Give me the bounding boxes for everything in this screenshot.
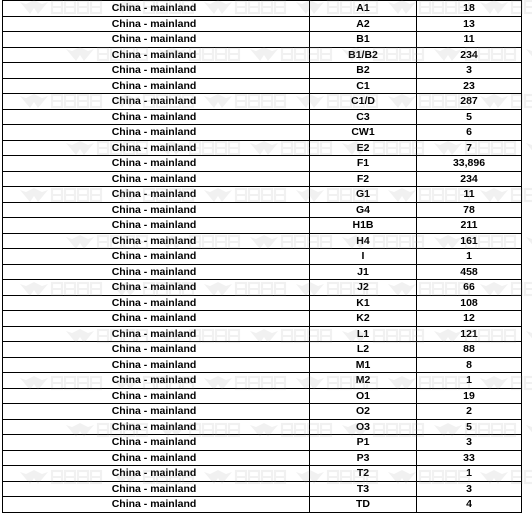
- table-row: [3, 32, 522, 48]
- visa-category-cell: L2: [310, 342, 417, 358]
- table-row: [3, 388, 522, 404]
- country-cell: China - mainland: [3, 497, 310, 513]
- issued-count-cell: 11: [417, 187, 522, 203]
- watermark-logo-icon: [524, 325, 532, 347]
- visa-category-cell: B2: [310, 63, 417, 79]
- visa-category-cell: P1: [310, 435, 417, 451]
- table-row: [3, 202, 522, 218]
- issued-count-cell: 66: [417, 280, 522, 296]
- watermark-logo-icon: [524, 419, 532, 441]
- country-cell: China - mainland: [3, 171, 310, 187]
- table-row: [3, 466, 522, 482]
- table-row: [3, 357, 522, 373]
- table-body: [3, 1, 522, 513]
- visa-category-cell: B1/B2: [310, 47, 417, 63]
- watermark-logo-icon: [524, 231, 532, 253]
- issued-count-cell: 78: [417, 202, 522, 218]
- country-cell: China - mainland: [3, 156, 310, 172]
- country-cell: China - mainland: [3, 233, 310, 249]
- visa-category-cell: B1: [310, 32, 417, 48]
- issued-count-cell: 88: [417, 342, 522, 358]
- country-cell: China - mainland: [3, 1, 310, 17]
- visa-category-cell: A2: [310, 16, 417, 32]
- visa-category-cell: H4: [310, 233, 417, 249]
- table-row: [3, 125, 522, 141]
- visa-category-cell: A1: [310, 1, 417, 17]
- issued-count-cell: 3: [417, 63, 522, 79]
- table-row: [3, 156, 522, 172]
- issued-count-cell: 3: [417, 435, 522, 451]
- country-cell: China - mainland: [3, 187, 310, 203]
- table-row: [3, 264, 522, 280]
- table-row: [3, 94, 522, 110]
- country-cell: China - mainland: [3, 32, 310, 48]
- visa-category-cell: C3: [310, 109, 417, 125]
- issued-count-cell: 11: [417, 32, 522, 48]
- country-cell: China - mainland: [3, 435, 310, 451]
- table-row: [3, 280, 522, 296]
- visa-category-cell: O1: [310, 388, 417, 404]
- visa-category-cell: H1B: [310, 218, 417, 234]
- country-cell: China - mainland: [3, 326, 310, 342]
- visa-category-cell: G4: [310, 202, 417, 218]
- issued-count-cell: 6: [417, 125, 522, 141]
- country-cell: China - mainland: [3, 249, 310, 265]
- visa-category-cell: I: [310, 249, 417, 265]
- issued-count-cell: 121: [417, 326, 522, 342]
- issued-count-cell: 5: [417, 419, 522, 435]
- visa-category-cell: K1: [310, 295, 417, 311]
- table-row: [3, 326, 522, 342]
- country-cell: China - mainland: [3, 419, 310, 435]
- country-cell: China - mainland: [3, 202, 310, 218]
- table-row: [3, 450, 522, 466]
- table-row: [3, 171, 522, 187]
- issued-count-cell: 8: [417, 357, 522, 373]
- country-cell: China - mainland: [3, 78, 310, 94]
- country-cell: China - mainland: [3, 280, 310, 296]
- issued-count-cell: 1: [417, 466, 522, 482]
- country-cell: China - mainland: [3, 140, 310, 156]
- table-row: [3, 481, 522, 497]
- table-row: [3, 109, 522, 125]
- issued-count-cell: 5: [417, 109, 522, 125]
- watermark-logo-icon: [524, 137, 532, 159]
- country-cell: China - mainland: [3, 388, 310, 404]
- table-row: [3, 187, 522, 203]
- country-cell: China - mainland: [3, 481, 310, 497]
- visa-category-cell: M1: [310, 357, 417, 373]
- issued-count-cell: 1: [417, 249, 522, 265]
- visa-issuance-table: [2, 0, 522, 513]
- country-cell: China - mainland: [3, 218, 310, 234]
- visa-category-cell: F2: [310, 171, 417, 187]
- table-row: [3, 233, 522, 249]
- table-row: [3, 342, 522, 358]
- visa-category-cell: C1: [310, 78, 417, 94]
- issued-count-cell: 13: [417, 16, 522, 32]
- table-row: [3, 419, 522, 435]
- issued-count-cell: 287: [417, 94, 522, 110]
- visa-category-cell: TD: [310, 497, 417, 513]
- visa-category-cell: E2: [310, 140, 417, 156]
- issued-count-cell: 7: [417, 140, 522, 156]
- country-cell: China - mainland: [3, 311, 310, 327]
- visa-category-cell: K2: [310, 311, 417, 327]
- table-row: [3, 78, 522, 94]
- table-row: [3, 373, 522, 389]
- visa-category-cell: L1: [310, 326, 417, 342]
- visa-category-cell: O2: [310, 404, 417, 420]
- table-row: [3, 295, 522, 311]
- country-cell: China - mainland: [3, 342, 310, 358]
- issued-count-cell: 211: [417, 218, 522, 234]
- country-cell: China - mainland: [3, 404, 310, 420]
- visa-category-cell: M2: [310, 373, 417, 389]
- issued-count-cell: 19: [417, 388, 522, 404]
- watermark-logo-icon: [524, 43, 532, 65]
- issued-count-cell: 33,896: [417, 156, 522, 172]
- country-cell: China - mainland: [3, 373, 310, 389]
- visa-category-cell: CW1: [310, 125, 417, 141]
- issued-count-cell: 3: [417, 481, 522, 497]
- country-cell: China - mainland: [3, 264, 310, 280]
- table-row: [3, 435, 522, 451]
- visa-category-cell: G1: [310, 187, 417, 203]
- country-cell: China - mainland: [3, 466, 310, 482]
- country-cell: China - mainland: [3, 63, 310, 79]
- table-row: [3, 249, 522, 265]
- visa-category-cell: F1: [310, 156, 417, 172]
- issued-count-cell: 1: [417, 373, 522, 389]
- country-cell: China - mainland: [3, 295, 310, 311]
- table-row: [3, 218, 522, 234]
- country-cell: China - mainland: [3, 125, 310, 141]
- issued-count-cell: 12: [417, 311, 522, 327]
- issued-count-cell: 18: [417, 1, 522, 17]
- visa-category-cell: P3: [310, 450, 417, 466]
- table-row: [3, 16, 522, 32]
- issued-count-cell: 234: [417, 47, 522, 63]
- country-cell: China - mainland: [3, 47, 310, 63]
- table-row: [3, 140, 522, 156]
- country-cell: China - mainland: [3, 109, 310, 125]
- issued-count-cell: 108: [417, 295, 522, 311]
- visa-category-cell: C1/D: [310, 94, 417, 110]
- issued-count-cell: 33: [417, 450, 522, 466]
- visa-category-cell: J1: [310, 264, 417, 280]
- table-row: [3, 311, 522, 327]
- table-row: [3, 63, 522, 79]
- table-row: [3, 1, 522, 17]
- table-row: [3, 497, 522, 513]
- issued-count-cell: 161: [417, 233, 522, 249]
- issued-count-cell: 2: [417, 404, 522, 420]
- issued-count-cell: 4: [417, 497, 522, 513]
- visa-category-cell: T3: [310, 481, 417, 497]
- country-cell: China - mainland: [3, 94, 310, 110]
- issued-count-cell: 23: [417, 78, 522, 94]
- visa-category-cell: T2: [310, 466, 417, 482]
- country-cell: China - mainland: [3, 16, 310, 32]
- country-cell: China - mainland: [3, 450, 310, 466]
- visa-category-cell: J2: [310, 280, 417, 296]
- country-cell: China - mainland: [3, 357, 310, 373]
- table-row: [3, 47, 522, 63]
- issued-count-cell: 458: [417, 264, 522, 280]
- table-row: [3, 404, 522, 420]
- issued-count-cell: 234: [417, 171, 522, 187]
- visa-category-cell: O3: [310, 419, 417, 435]
